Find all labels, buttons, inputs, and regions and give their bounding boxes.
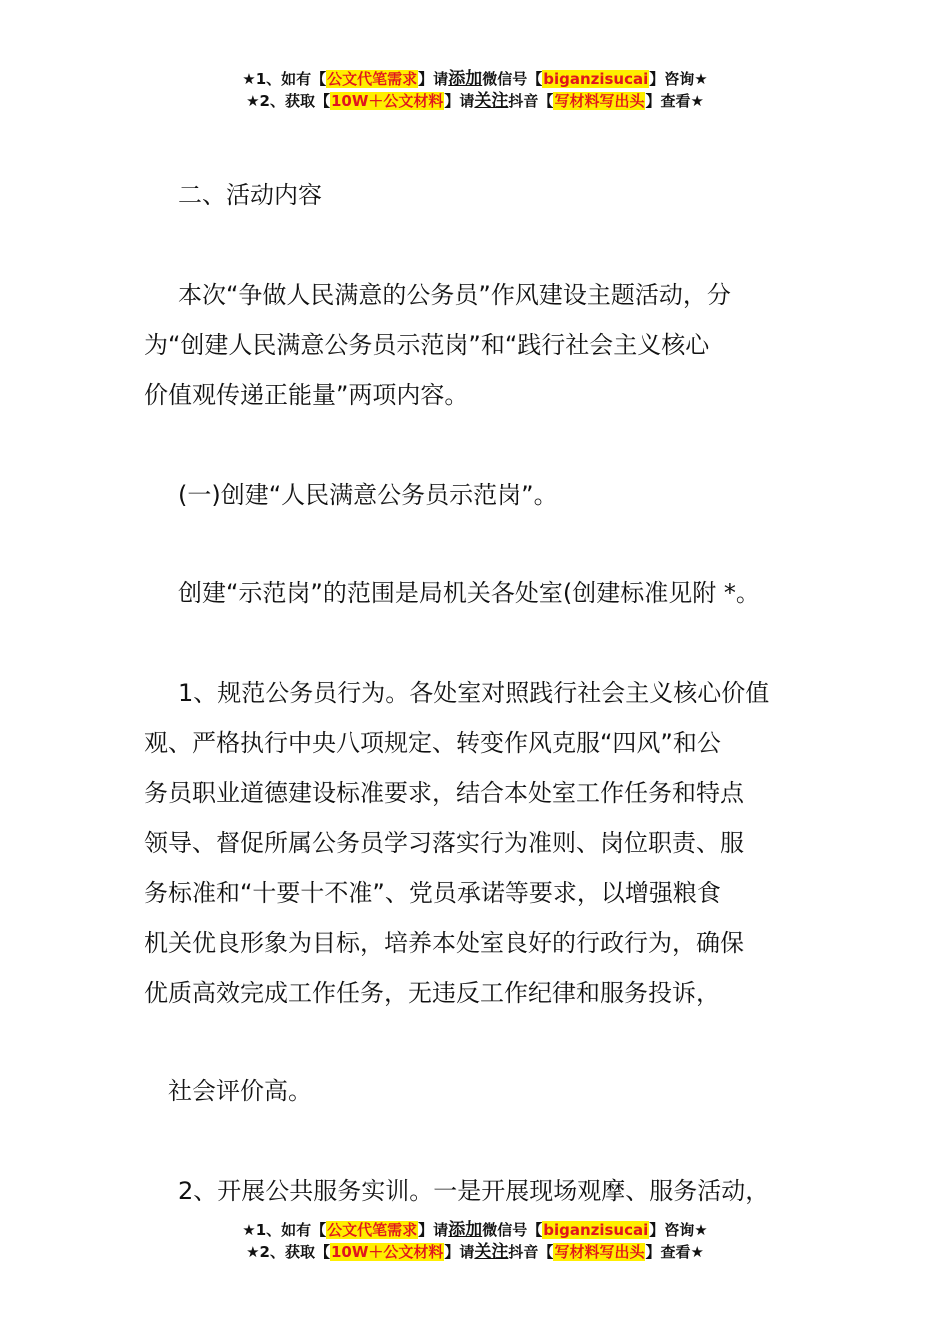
banner-highlight: 公文代笔需求 [327,1221,418,1239]
banner-emphasis: 关注 [474,91,509,111]
banner-emphasis: 添加 [448,69,483,89]
banner-emphasis: 添加 [448,1220,483,1240]
paragraph-line: 务员职业道德建设标准要求，结合本处室工作任务和特点 [144,779,744,807]
subsection-heading: (一)创建“人民满意公务员示范岗”。 [178,481,558,509]
banner-text: 】咨询★ [649,70,708,88]
banner-text: 】查看★ [645,1243,704,1261]
banner-text: 抖音【 [508,1243,554,1261]
paragraph-line: 为“创建人民满意公务员示范岗”和“践行社会主义核心 [144,331,710,359]
banner-text: 】请 [444,92,475,110]
banner-highlight: biganzisucai [543,70,649,88]
banner-text: 微信号【 [482,70,543,88]
banner-text: ★2、获取【 [246,1243,330,1261]
paragraph-line: 务标准和“十要十不准”、党员承诺等要求，以增强粮食 [144,879,721,907]
banner-text: 】请 [418,1221,449,1239]
paragraph-line: 1、规范公务员行为。各处室对照践行社会主义核心价值 [178,679,770,707]
banner-text: 】查看★ [645,92,704,110]
banner-line-1 [0,1219,950,1241]
section-heading: 二、活动内容 [178,181,322,209]
banner-text: 】咨询★ [649,1221,708,1239]
paragraph-line: 优质高效完成工作任务，无违反工作纪律和服务投诉， [144,979,720,1007]
banner-highlight: 公文代笔需求 [327,70,418,88]
paragraph-line: 社会评价高。 [168,1077,312,1105]
banner-text: 抖音【 [508,92,554,110]
paragraph-line: 2、开展公共服务实训。一是开展现场观摩、服务活动， [178,1177,770,1205]
paragraph-line: 领导、督促所属公务员学习落实行为准则、岗位职责、服 [144,829,744,857]
banner-text: ★2、获取【 [246,92,330,110]
banner-text: ★1、如有【 [242,70,327,88]
banner-highlight: 10W＋公文材料 [330,92,444,110]
paragraph-line: 创建“示范岗”的范围是局机关各处室(创建标准见附 *。 [178,579,760,607]
bottom-banner [0,1219,950,1263]
paragraph-line: 观、严格执行中央八项规定、转变作风克服“四风”和公 [144,729,721,757]
paragraph-line: 本次“争做人民满意的公务员”作风建设主题活动，分 [178,281,731,309]
banner-highlight: 写材料写出头 [554,1243,645,1261]
banner-highlight: biganzisucai [543,1221,649,1239]
banner-highlight: 写材料写出头 [554,92,645,110]
banner-highlight: 10W＋公文材料 [330,1243,444,1261]
paragraph-line: 机关优良形象为目标，培养本处室良好的行政行为，确保 [144,929,744,957]
banner-text: 】请 [444,1243,475,1261]
paragraph-line: 价值观传递正能量”两项内容。 [144,381,469,409]
banner-line-2 [0,1241,950,1263]
banner-emphasis: 关注 [474,1242,509,1262]
banner-text: 微信号【 [482,1221,543,1239]
banner-text: 】请 [418,70,449,88]
banner-text: ★1、如有【 [242,1221,327,1239]
